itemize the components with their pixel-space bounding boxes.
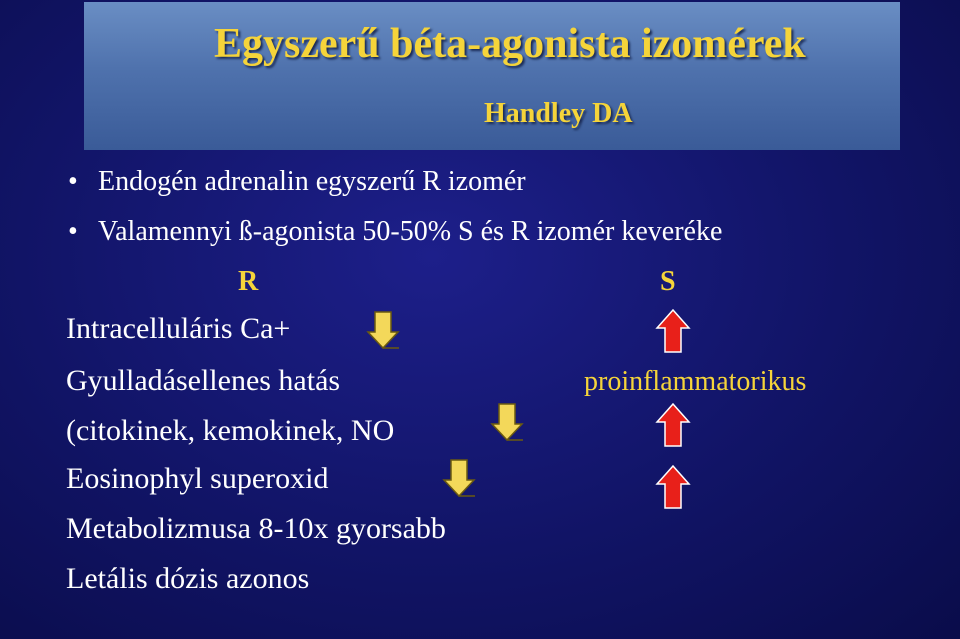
bullet-dot: • xyxy=(68,166,78,197)
bullet-item xyxy=(68,166,526,198)
arrow-up-icon xyxy=(655,402,691,448)
arrow-down-icon xyxy=(366,310,400,350)
bullet-item xyxy=(68,216,723,248)
line-item: Metabolizmusa 8-10x gyorsabb xyxy=(66,512,446,545)
column-header-s: S xyxy=(660,266,676,297)
bullet-dot: • xyxy=(68,216,78,247)
arrow-up-icon xyxy=(655,308,691,354)
column-header-r: R xyxy=(238,266,259,297)
s-label: proinflammatorikus xyxy=(584,366,807,397)
title-bar xyxy=(84,2,900,150)
arrow-up-icon xyxy=(655,464,691,510)
arrow-down-icon xyxy=(442,458,476,498)
arrow-down-icon xyxy=(490,402,524,442)
slide-title: Egyszerű béta-agonista izomérek xyxy=(214,21,806,67)
line-item: Gyulladásellenes hatás xyxy=(66,364,341,397)
line-item: (citokinek, kemokinek, NO xyxy=(66,414,395,447)
line-item: Intracelluláris Ca+ xyxy=(66,312,291,345)
slide-subtitle: Handley DA xyxy=(484,98,633,129)
bullet-text: Endogén adrenalin egyszerű R izomér xyxy=(98,166,526,197)
line-item: Eosinophyl superoxid xyxy=(66,462,329,495)
line-item: Letális dózis azonos xyxy=(66,562,310,595)
bullet-text: Valamennyi ß-agonista 50-50% S és R izomér keveréke xyxy=(98,216,723,247)
